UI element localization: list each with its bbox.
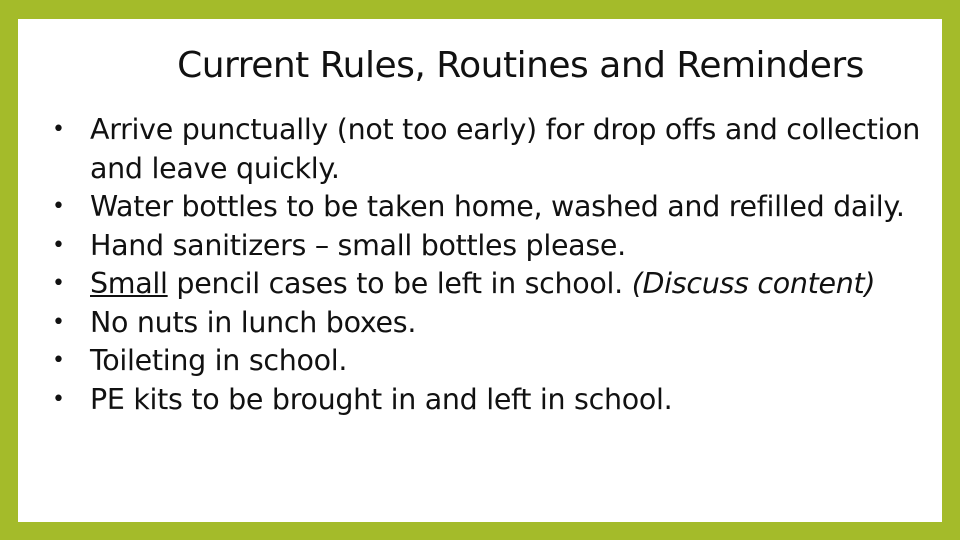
bullet-icon: • [52, 232, 65, 258]
bullet-icon: • [52, 117, 65, 142]
list-item [52, 381, 932, 420]
list-item [52, 265, 932, 304]
list-item-text: Toileting in school. [90, 344, 348, 377]
slide-content [18, 19, 942, 522]
list-item-text: pencil cases to be left in school. [167, 267, 632, 300]
list-item-text: Hand sanitizers – small bottles please. [90, 228, 626, 262]
list-item [52, 188, 932, 227]
bullet-icon: • [52, 194, 65, 219]
italic-note: (Discuss content) [631, 267, 876, 300]
bullet-icon: • [52, 386, 65, 412]
list-item-text: Water bottles to be taken home, washed and refilled daily. [90, 190, 905, 223]
bullet-icon: • [52, 271, 65, 296]
list-item-text: PE kits to be brought in and left in school. [90, 382, 673, 416]
list-item [52, 342, 932, 381]
list-item-text: No nuts in lunch boxes. [90, 305, 417, 339]
list-item-text: Arrive punctually (not too early) for drop offs and collection and leave quickly. [90, 113, 921, 185]
bullet-icon: • [52, 348, 65, 373]
list-item [52, 111, 932, 188]
list-item [52, 227, 932, 266]
rules-list [52, 111, 932, 419]
bullet-icon: • [52, 309, 65, 335]
slide-title: Current Rules, Routines and Reminders [177, 45, 864, 86]
underlined-word: Small [90, 267, 168, 300]
list-item [52, 304, 932, 343]
